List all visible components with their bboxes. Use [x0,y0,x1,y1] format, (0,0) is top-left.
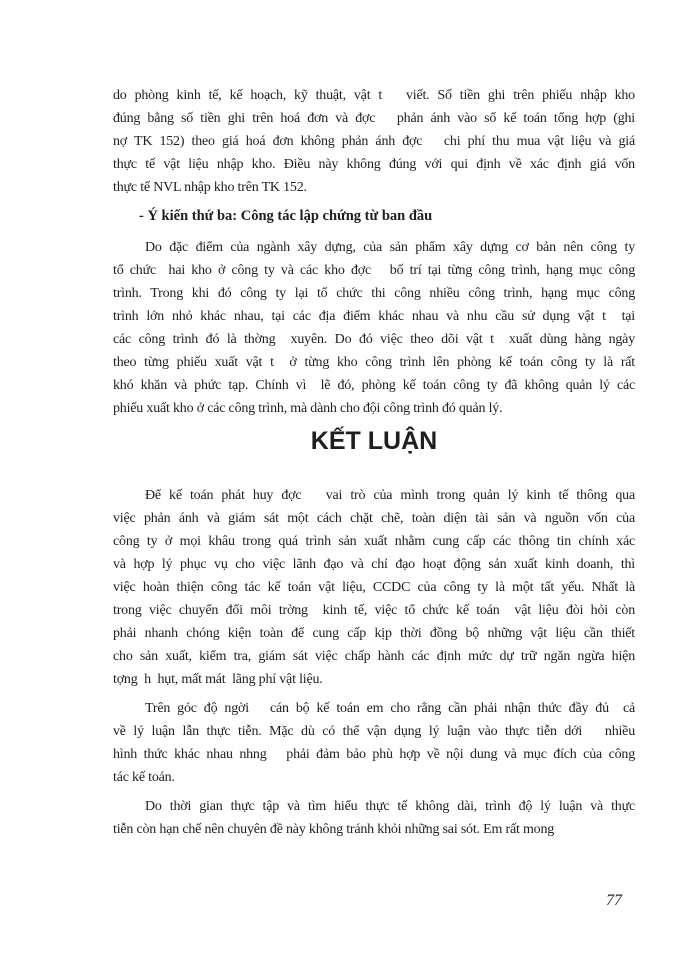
section-subheading: - Ý kiến thứ ba: Công tác lập chứng từ ban đầu [139,208,433,224]
paragraph [113,84,635,199]
text-line: do phòng kinh tế, kế hoạch, kỹ thuật, vật t viết. Số tiền ghi trên phiếu nhập kho [113,88,635,103]
text-line: tác kế toán. [113,770,175,785]
text-line: nợ TK 152) theo giá hoá đơn không phản ánh đợc chi phí thu mua vật liệu và giá [113,134,635,149]
document-body [113,84,635,847]
text-line: khó khăn và phức tạp. Chính vì lẽ đó, phòng kế toán công ty đã không quản lý các [113,378,635,393]
paragraph [113,697,635,789]
text-line: công ty ở mọi khâu trong quá trình sản xuất nhằm cung cấp các thông tin chính xác [113,534,635,549]
text-line: về lý luận lẫn thực tiễn. Mặc dù có thể vận dụng lý luận vào thực tiễn dới nhiều [113,724,635,739]
text-line: việc phản ánh và giám sát một cách chặt chẽ, toàn diện tài sản và nguồn vốn của [113,511,635,526]
text-line: trình. Trong khi đó công ty lại tổ chức thi công nhiều công trình, hạng mục công [113,286,635,301]
text-line: tổ chức hai kho ở công ty và các kho đợc bố trí tại từng công trình, hạng mục công [113,263,635,278]
paragraph [113,795,635,841]
text-line: Do thời gian thực tập và tìm hiểu thực tế không dài, trình độ lý luận và thực [145,799,635,814]
text-line: Để kế toán phát huy đợc vai trò của mình trong quản lý kinh tế thông qua [145,488,635,503]
text-line: và hợp lý phục vụ cho việc lãnh đạo và chỉ đạo hoạt động sản xuất kinh doanh, thì [113,557,635,572]
text-line: các công trình đó là thờng xuyên. Do đó việc theo dõi vật t xuất dùng hàng ngày [113,332,635,347]
text-line: Do đặc điểm của ngành xây dựng, của sản phẩm xây dựng cơ bản nên công ty [145,240,635,255]
text-line: phiếu xuất kho ở các công trình, mà dành cho đội công trình đó quản lý. [113,401,503,416]
text-line: cho sản xuất, kiểm tra, giám sát việc chấp hành các định mức dự trữ ngăn ngừa hiện [113,649,635,664]
text-line: tiễn còn hạn chế nên chuyên đề này không tránh khỏi những sai sót. Em rất mong [113,822,555,837]
text-line: trình lớn nhỏ khác nhau, tại các địa điểm khác nhau và nhu cầu sử dụng vật t tại [113,309,635,324]
text-line: tợng h hụt, mất mát lãng phí vật liệu. [113,672,323,687]
text-line: trong việc chuyển đổi môi trờng kinh tế, việc tổ chức kế toán vật liệu đòi hỏi còn [113,603,635,618]
text-line: hình thức khác nhau nhng phải đảm bảo phù hợp về nội dung và mục đích của công [113,747,635,762]
paragraph [113,236,635,420]
text-line: đúng bằng số tiền ghi trên hoá đơn và đợc phản ánh vào sổ kế toán tổng hợp (ghi [113,111,635,126]
text-line: việc hoàn thiện công tác kế toán vật liệu, CCDC của công ty là một tất yếu. Nhất là [113,580,635,595]
text-line: thực tế NVL nhập kho trên TK 152. [113,180,307,195]
conclusion-title: KẾT LUẬN [310,427,438,455]
text-line: thực tế vật liệu nhập kho. Điều này không đúng với qui định về xác định giá vốn [113,157,635,172]
text-line: Trên góc độ ngời cán bộ kế toán em cho rằng cần phải nhận thức đầy đủ cả [145,701,635,716]
page-number: 77 [606,892,622,909]
text-line: theo từng phiếu xuất vật t ở từng kho công trình lên phòng kế toán công ty là rất [113,355,635,370]
text-line: phải nhanh chóng kiện toàn để cung cấp kịp thời đồng bộ những vật liệu cần thiết [113,626,635,641]
paragraph [113,484,635,691]
